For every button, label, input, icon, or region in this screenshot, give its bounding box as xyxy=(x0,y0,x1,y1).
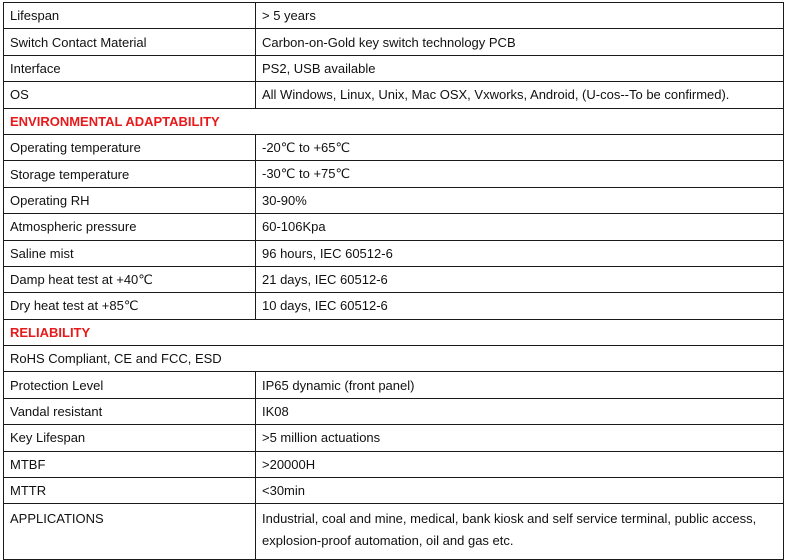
row-label: Damp heat test at +40℃ xyxy=(4,266,256,292)
row-value: >5 million actuations xyxy=(256,425,784,451)
table-row xyxy=(4,504,784,560)
table-row xyxy=(4,398,784,424)
table-row xyxy=(4,293,784,319)
row-label: Lifespan xyxy=(4,3,256,29)
table-row xyxy=(4,29,784,55)
row-label: Operating RH xyxy=(4,187,256,213)
table-row xyxy=(4,240,784,266)
row-value: 60-106Kpa xyxy=(256,214,784,240)
row-label: Protection Level xyxy=(4,372,256,398)
section-heading-row xyxy=(4,319,784,345)
row-value: All Windows, Linux, Unix, Mac OSX, Vxworks, Android, (U-cos--To be confirmed). xyxy=(256,82,784,108)
row-label: Vandal resistant xyxy=(4,398,256,424)
section-heading: ENVIRONMENTAL ADAPTABILITY xyxy=(4,108,784,134)
row-value: Carbon-on-Gold key switch technology PCB xyxy=(256,29,784,55)
row-label: Key Lifespan xyxy=(4,425,256,451)
row-value: 10 days, IEC 60512-6 xyxy=(256,293,784,319)
row-label: OS xyxy=(4,82,256,108)
table-row xyxy=(4,214,784,240)
table-row xyxy=(4,55,784,81)
table-row xyxy=(4,425,784,451)
table-row xyxy=(4,372,784,398)
row-value: -20℃ to +65℃ xyxy=(256,134,784,160)
row-label: APPLICATIONS xyxy=(4,504,256,560)
row-label: Interface xyxy=(4,55,256,81)
row-value: 21 days, IEC 60512-6 xyxy=(256,266,784,292)
table-row xyxy=(4,134,784,160)
specifications-table xyxy=(3,2,784,560)
row-label: Dry heat test at +85℃ xyxy=(4,293,256,319)
row-value: <30min xyxy=(256,478,784,504)
applications-line: explosion-proof automation, oil and gas etc. xyxy=(262,533,514,549)
row-label: Saline mist xyxy=(4,240,256,266)
applications-line: Industrial, coal and mine, medical, bank kiosk and self service terminal, public access, xyxy=(262,511,757,527)
table-row xyxy=(4,451,784,477)
row-value: PS2, USB available xyxy=(256,55,784,81)
row-value: 30-90% xyxy=(256,187,784,213)
row-value: > 5 years xyxy=(256,3,784,29)
full-width-cell: RoHS Compliant, CE and FCC, ESD xyxy=(4,346,784,372)
row-value: >20000H xyxy=(256,451,784,477)
section-heading-row xyxy=(4,108,784,134)
row-value: -30℃ to +75℃ xyxy=(256,161,784,187)
table-row xyxy=(4,187,784,213)
row-value: IK08 xyxy=(256,398,784,424)
table-row xyxy=(4,346,784,372)
table-row xyxy=(4,478,784,504)
table-row xyxy=(4,266,784,292)
row-label: Atmospheric pressure xyxy=(4,214,256,240)
row-value xyxy=(256,504,784,560)
row-label: Operating temperature xyxy=(4,134,256,160)
row-label: MTTR xyxy=(4,478,256,504)
row-label: Storage temperature xyxy=(4,161,256,187)
row-label: Switch Contact Material xyxy=(4,29,256,55)
section-heading: RELIABILITY xyxy=(4,319,784,345)
row-value: 96 hours, IEC 60512-6 xyxy=(256,240,784,266)
table-row xyxy=(4,3,784,29)
table-row xyxy=(4,161,784,187)
row-label: MTBF xyxy=(4,451,256,477)
table-row xyxy=(4,82,784,108)
row-value: IP65 dynamic (front panel) xyxy=(256,372,784,398)
